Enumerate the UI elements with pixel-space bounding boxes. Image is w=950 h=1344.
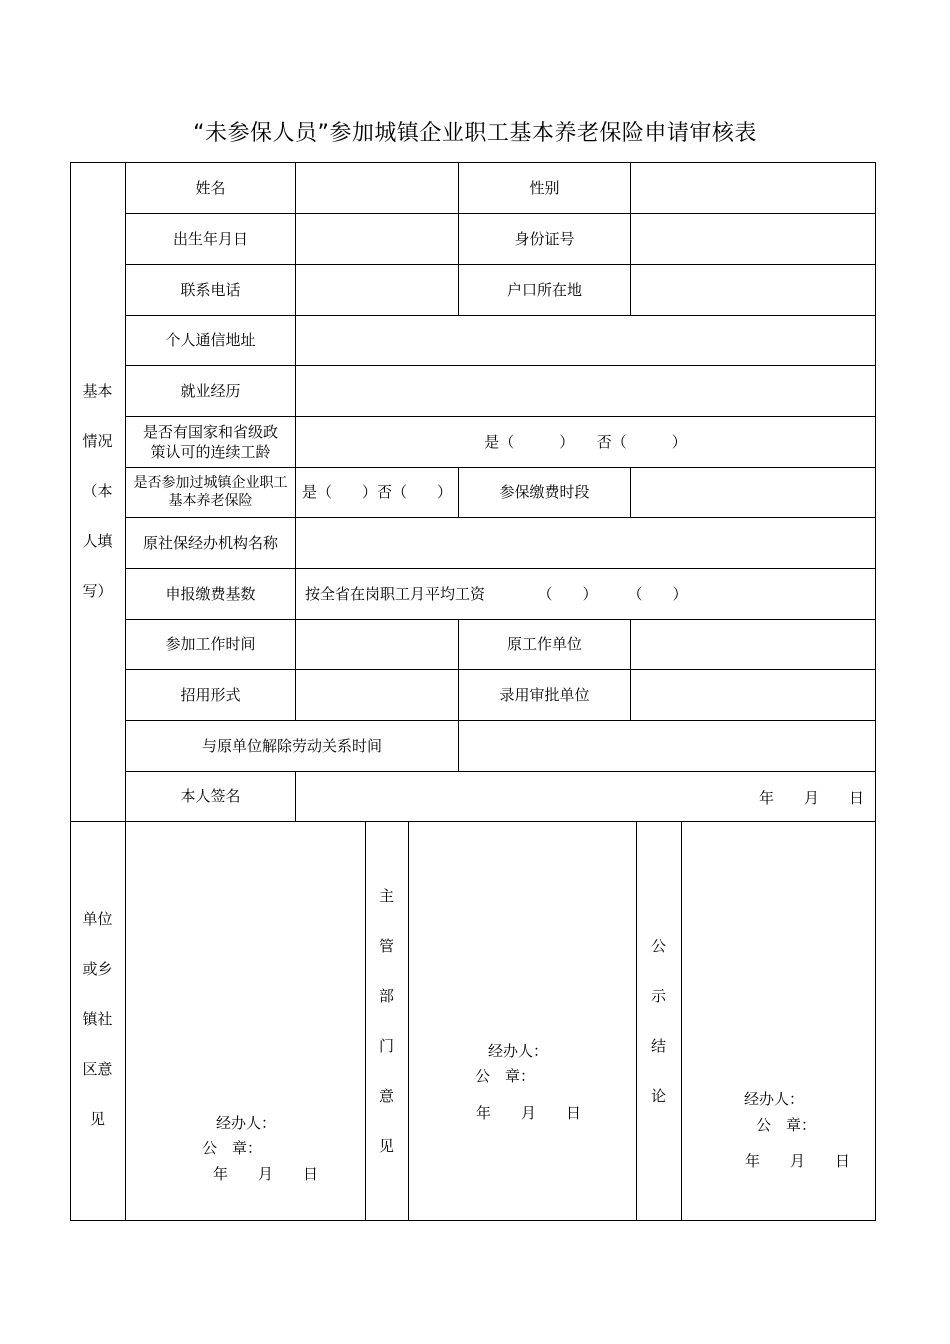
joined-before-choice[interactable]: 是（ ）否（ ） [301,483,452,502]
section-basic-label: 基本 情况 （本 人填 写） [82,382,113,600]
work-start-field[interactable] [296,620,458,669]
employment-history-field[interactable] [296,366,875,416]
unit-handler: 经办人： [216,1114,277,1132]
contribution-period-field[interactable] [631,468,875,517]
section-unit-label: 单位 或乡 镇社 区意 见 [82,910,113,1128]
gender-label: 性别 [529,178,560,197]
joined-before-label: 是否参加过城镇企业职工 基本养老保险 [133,475,288,509]
hukou-field[interactable] [631,265,875,315]
hire-approval-field[interactable] [631,670,875,720]
signature-label: 本人签名 [180,787,241,806]
id-number-label: 身份证号 [514,229,575,248]
public-date: 年 月 日 [745,1152,851,1170]
policy-seniority-label: 是否有国家和省级政 策认可的连续工龄 [142,422,278,461]
dept-handler: 经办人： [488,1042,549,1060]
declared-base-label: 申报缴费基数 [165,584,256,603]
hire-form-field[interactable] [296,670,458,720]
declared-base-choice[interactable]: 按全省在岗职工月平均工资 （ ） （ ） [305,584,688,603]
section-public-label: 公 示 结 论 [650,937,666,1105]
prev-agency-field[interactable] [296,518,875,568]
prev-employer-field[interactable] [631,620,875,669]
work-start-label: 参加工作时间 [165,635,256,654]
phone-field[interactable] [296,265,458,315]
unit-date: 年 月 日 [213,1165,319,1183]
name-field[interactable] [296,163,458,213]
termination-time-label: 与原单位解除劳动关系时间 [201,736,382,755]
policy-seniority-choice[interactable]: 是（ ） 否（ ） [484,432,687,451]
contribution-period-label: 参保缴费时段 [499,483,590,502]
section-dept-label: 主 管 部 门 意 见 [378,887,394,1155]
id-number-field[interactable] [631,214,875,264]
termination-time-field[interactable] [459,721,875,771]
birth-date-field[interactable] [296,214,458,264]
gender-field[interactable] [631,163,875,213]
address-label: 个人通信地址 [165,331,256,350]
dept-date: 年 月 日 [476,1104,582,1122]
prev-employer-label: 原工作单位 [506,635,582,654]
dept-opinion-area[interactable] [409,822,636,1220]
prev-agency-label: 原社保经办机构名称 [142,533,278,552]
employment-history-label: 就业经历 [180,381,241,400]
public-handler: 经办人： [744,1090,805,1108]
hire-form-label: 招用形式 [180,685,241,704]
unit-opinion-area[interactable] [126,822,365,1220]
signature-date: 年 月 日 [758,789,864,807]
phone-label: 联系电话 [180,280,241,299]
address-field[interactable] [296,316,875,365]
unit-seal: 公 章： [202,1139,263,1157]
page-title: “未参保人员”参加城镇企业职工基本养老保险申请审核表 [193,121,757,146]
name-label: 姓名 [195,178,226,197]
hire-approval-label: 录用审批单位 [499,685,590,704]
hukou-label: 户口所在地 [506,280,582,299]
dept-seal: 公 章： [475,1067,536,1085]
public-seal: 公 章： [756,1116,817,1134]
birth-date-label: 出生年月日 [172,229,248,248]
